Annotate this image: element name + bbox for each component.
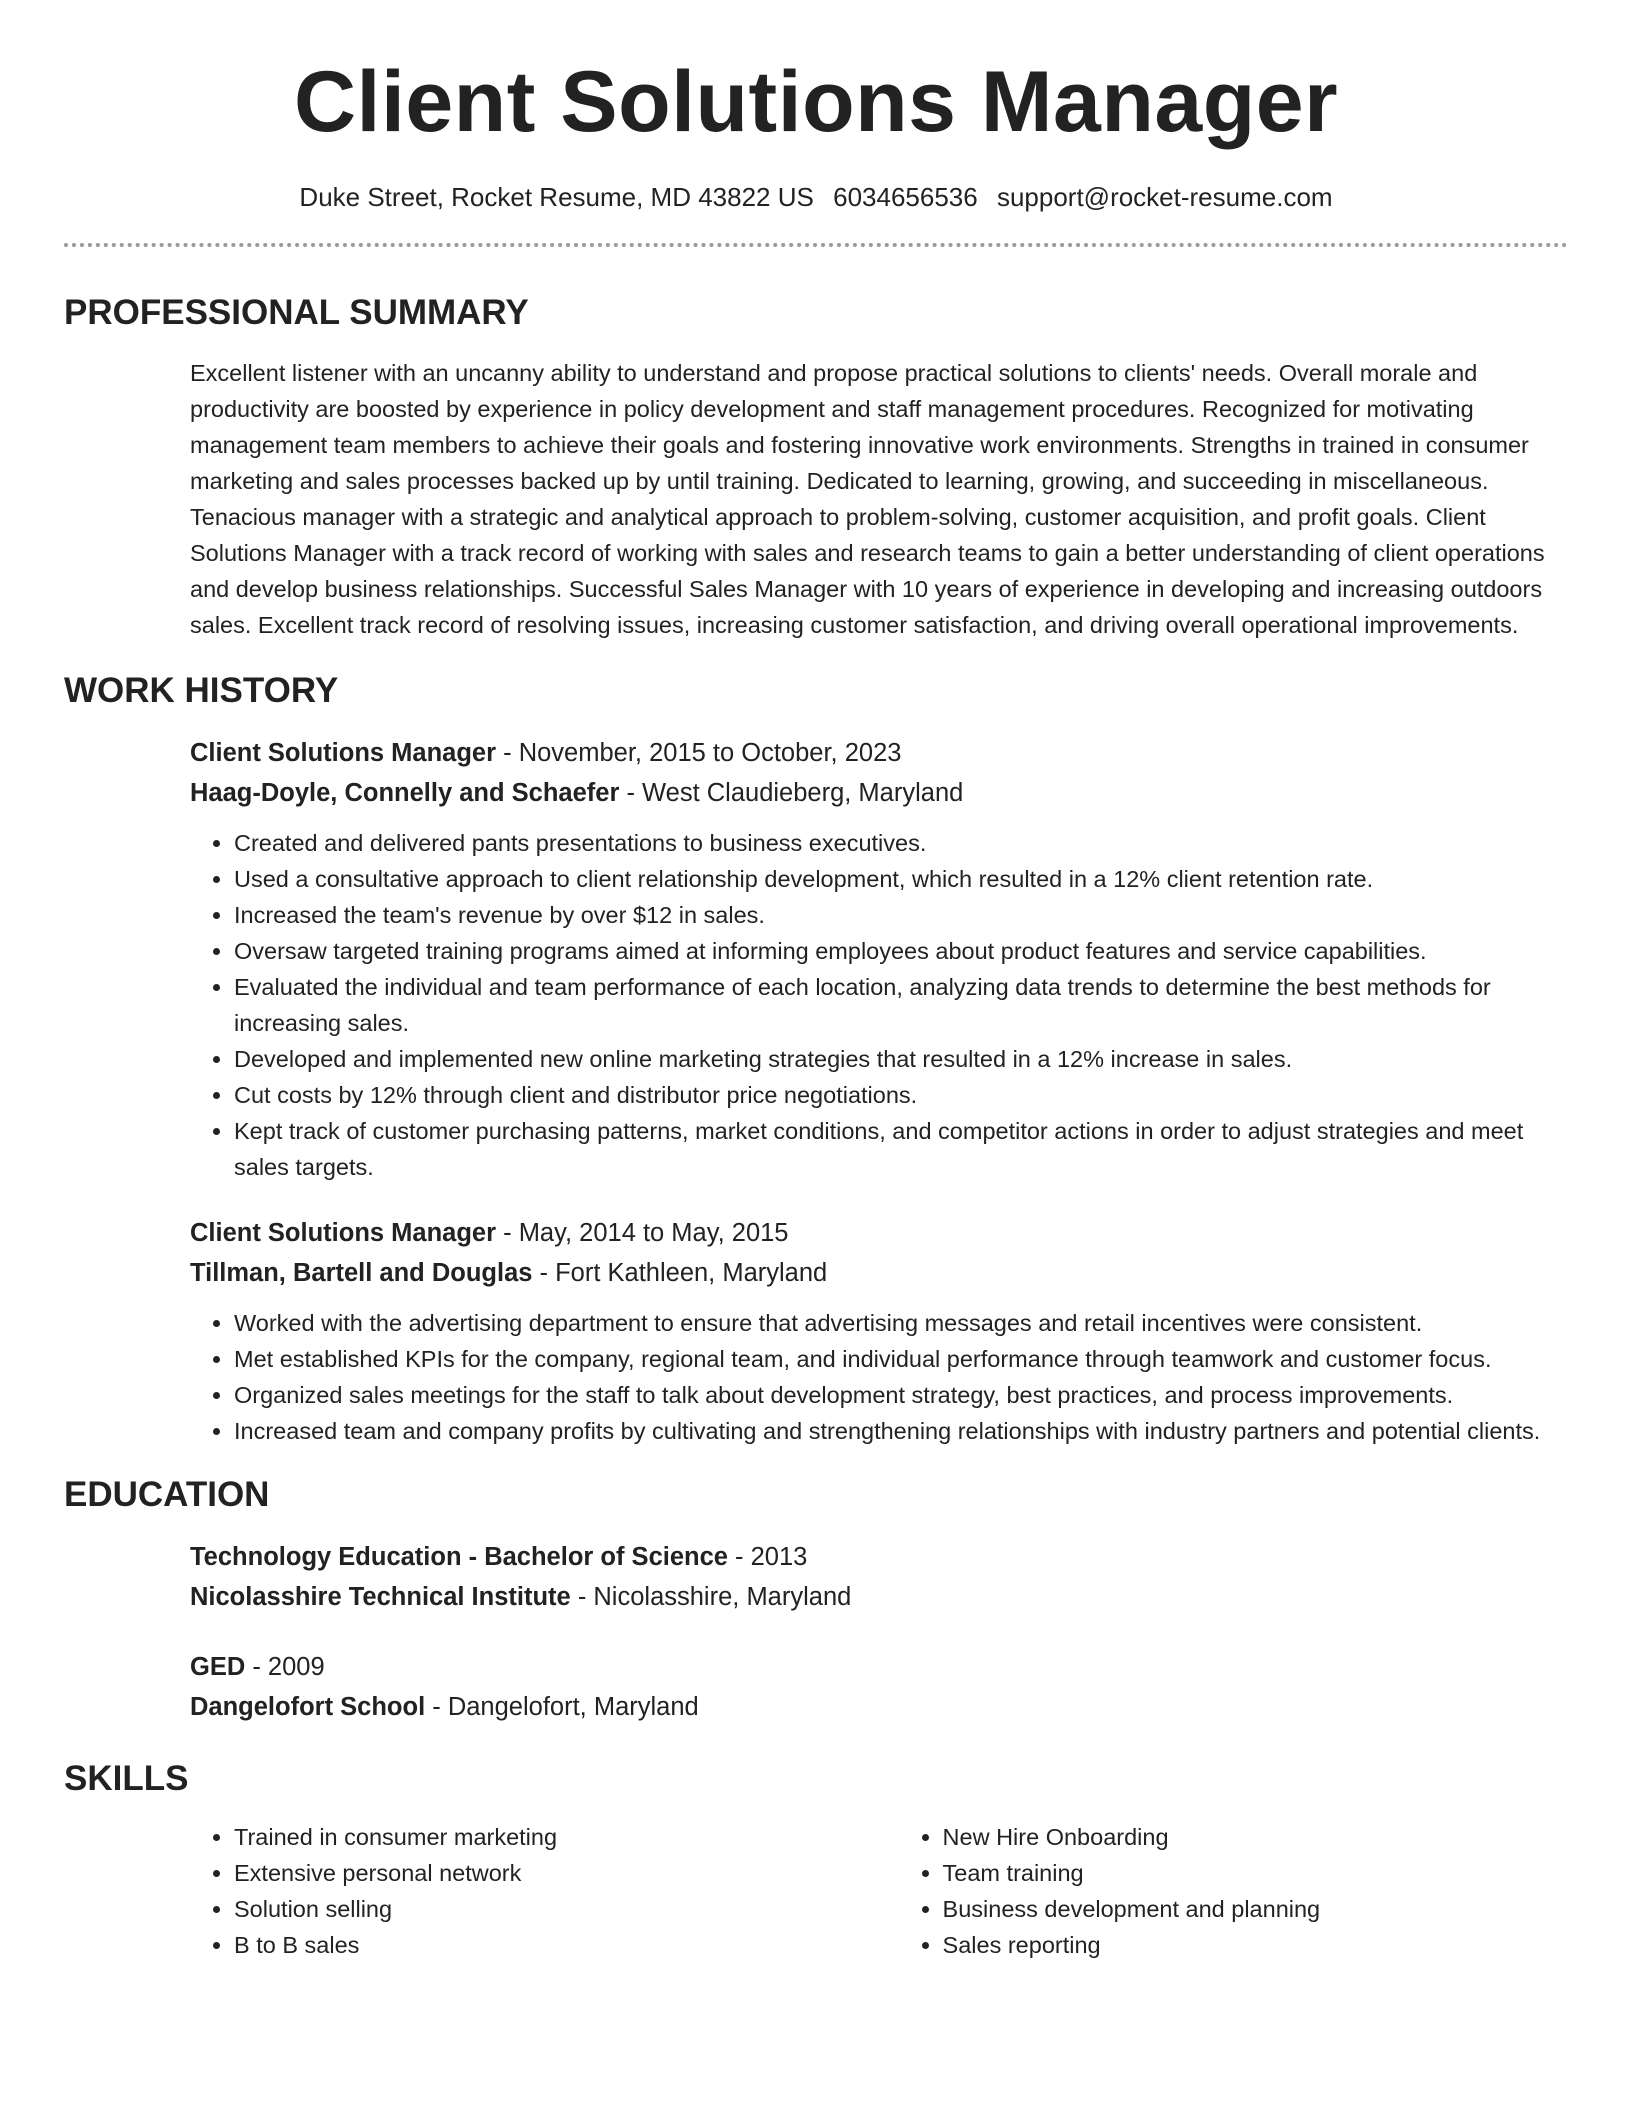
school-name: Dangelofort School <box>190 1693 426 1721</box>
resume-header <box>64 0 1568 214</box>
contact-address: Duke Street, Rocket Resume, MD 43822 US <box>299 182 814 212</box>
list-item: • Business development and planning <box>943 1891 1568 1927</box>
degree-line <box>190 1647 1568 1687</box>
job-bullets <box>190 825 1568 1185</box>
skills-grid <box>64 1819 1568 1963</box>
job-location: - West Claudieberg, Maryland <box>619 779 964 807</box>
list-item: • Increased the team's revenue by over $12 in sales. <box>234 897 1568 933</box>
list-item: • Extensive personal network <box>234 1855 899 1891</box>
list-item: • Used a consultative approach to client relationship development, which resulted in a 12% client retention rate. <box>234 861 1568 897</box>
header-divider <box>64 243 1568 247</box>
list-item: • Oversaw targeted training programs aimed at informing employees about product features and service capabilities. <box>234 933 1568 969</box>
list-item: • Evaluated the individual and team performance of each location, analyzing data trends to determine the best methods for increasing sales. <box>234 969 1568 1041</box>
list-item: • New Hire Onboarding <box>943 1819 1568 1855</box>
job-location: - Fort Kathleen, Maryland <box>532 1259 828 1287</box>
education-section <box>64 1473 1568 1727</box>
summary-section <box>64 291 1568 643</box>
list-item: • Worked with the advertising department to ensure that advertising messages and retail incentives were consistent. <box>234 1305 1568 1341</box>
work-history-heading: WORK HISTORY <box>64 671 339 710</box>
skills-section <box>64 1757 1568 1963</box>
graduation-year: - 2013 <box>727 1543 808 1571</box>
list-item: • Solution selling <box>234 1891 899 1927</box>
job-role: Client Solutions Manager <box>190 739 497 767</box>
skills-column-left <box>190 1819 899 1963</box>
list-item: • Developed and implemented new online marketing strategies that resulted in a 12% increase in sales. <box>234 1041 1568 1077</box>
job-entry <box>64 1213 1568 1449</box>
degree: GED <box>190 1653 246 1681</box>
job-company-line <box>190 1253 1568 1293</box>
list-item: • Met established KPIs for the company, regional team, and individual performance through teamwork and customer focus. <box>234 1341 1568 1377</box>
list-item: • B to B sales <box>234 1927 899 1963</box>
school-name: Nicolasshire Technical Institute <box>190 1583 571 1611</box>
job-company: Haag-Doyle, Connelly and Schaefer <box>190 779 620 807</box>
summary-heading: PROFESSIONAL SUMMARY <box>64 293 529 332</box>
graduation-year: - 2009 <box>245 1653 325 1681</box>
contact-email: support@rocket-resume.com <box>996 182 1333 212</box>
job-dates: - May, 2014 to May, 2015 <box>496 1219 789 1247</box>
school-location: - Dangelofort, Maryland <box>425 1693 699 1721</box>
job-title-line <box>190 1213 1568 1253</box>
job-bullets <box>190 1305 1568 1449</box>
list-item: • Organized sales meetings for the staff to talk about development strategy, best practices, and process improvements. <box>234 1377 1568 1413</box>
list-item: • Created and delivered pants presentations to business executives. <box>234 825 1568 861</box>
job-role: Client Solutions Manager <box>190 1219 497 1247</box>
degree: Technology Education - Bachelor of Science <box>190 1543 728 1571</box>
list-item: • Increased team and company profits by cultivating and strengthening relationships with industry partners and potential clients. <box>234 1413 1568 1449</box>
job-entry <box>64 733 1568 1185</box>
degree-line <box>190 1537 1568 1577</box>
list-item: • Sales reporting <box>943 1927 1568 1963</box>
job-company: Tillman, Bartell and Douglas <box>190 1259 533 1287</box>
school-line <box>190 1577 1568 1617</box>
contact-line <box>64 180 1568 214</box>
list-item: • Trained in consumer marketing <box>234 1819 899 1855</box>
list-item: • Cut costs by 12% through client and distributor price negotiations. <box>234 1077 1568 1113</box>
job-dates: - November, 2015 to October, 2023 <box>496 739 902 767</box>
skills-heading: SKILLS <box>64 1759 189 1798</box>
list-item: • Team training <box>943 1855 1568 1891</box>
work-history-section <box>64 669 1568 1449</box>
contact-phone: 6034656536 <box>833 182 978 212</box>
school-line <box>190 1687 1568 1727</box>
education-entry <box>64 1647 1568 1727</box>
job-title-line <box>190 733 1568 773</box>
education-heading: EDUCATION <box>64 1475 270 1514</box>
education-entry <box>64 1537 1568 1617</box>
skills-column-right <box>899 1819 1568 1963</box>
list-item: • Kept track of customer purchasing patterns, market conditions, and competitor actions in order to adjust strategies and meet sales targets. <box>234 1113 1568 1185</box>
school-location: - Nicolasshire, Maryland <box>570 1583 852 1611</box>
summary-text: Excellent listener with an uncanny ability to understand and propose practical solutions to clients' needs. Overall morale and productivity are boosted by experience in policy development and staff management procedures. Recognized for motivating management team members to achieve their goals and fostering innovative work environments. Strengths in trained in consumer marketing and sales processes backed up by until training. Dedicated to learning, growing, and succeeding in miscellaneous. Tenacious manager with a strategic and analytical approach to problem-solving, customer acquisition, and profit goals. Client Solutions Manager with a track record of working with sales and research teams to gain a better understanding of client operations and develop business relationships. Successful Sales Manager with 10 years of experience in developing and increasing outdoors sales. Excellent track record of resolving issues, increasing customer satisfaction, and driving overall operational improvements. <box>190 360 1545 638</box>
job-company-line <box>190 773 1568 813</box>
candidate-name: Client Solutions Manager <box>293 54 1339 150</box>
